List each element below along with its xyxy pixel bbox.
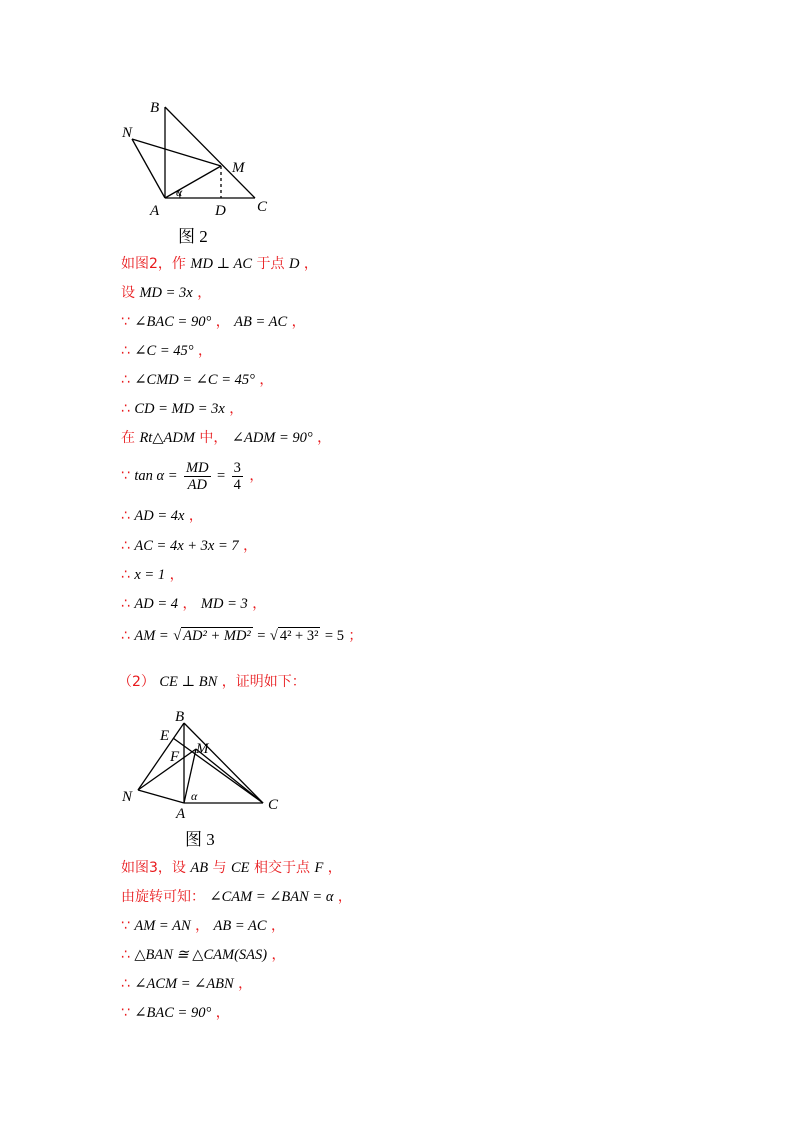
step-line: [121, 312, 306, 332]
step-math: AB: [190, 860, 209, 876]
step-punct: ，: [197, 343, 212, 359]
step-punct: ；: [348, 628, 363, 644]
label-a: A: [150, 203, 160, 219]
label-m: M: [232, 160, 245, 176]
because-symbol: ∵: [121, 468, 130, 484]
step-punct: ，: [249, 468, 264, 484]
therefore-symbol: ∴: [121, 596, 130, 612]
label-b: B: [175, 709, 185, 725]
step-math: D: [288, 256, 300, 272]
fraction-3-4: $\frac{3}{4}$: [233, 459, 241, 493]
step-punct: ，: [317, 430, 332, 446]
step-text: 中，: [199, 430, 228, 446]
step-math: AD = 4x: [134, 508, 185, 524]
step-line: [121, 1003, 230, 1023]
step-punct: ，: [291, 314, 306, 330]
step-line: [121, 594, 266, 614]
step-math: F: [314, 860, 324, 876]
step-text: （2）: [118, 674, 155, 690]
figure-2-caption: 图 2: [178, 227, 208, 246]
step-math: AB = AC: [213, 918, 267, 934]
step-math: ∠C = 45°: [134, 343, 194, 359]
step-text: 于点: [256, 256, 285, 272]
therefore-symbol: ∴: [121, 372, 130, 388]
label-c: C: [268, 797, 279, 813]
step-text: 在: [121, 430, 135, 446]
label-d: D: [215, 203, 226, 219]
fraction-md-ad: $\frac{MD}{AD}$: [186, 459, 209, 493]
step-line: [121, 428, 331, 448]
step-math: MD = 3x: [139, 285, 193, 301]
step-math: AM =: [134, 628, 169, 644]
because-symbol: ∵: [121, 918, 130, 934]
step-math: CE ⊥ BN: [159, 674, 218, 690]
step-punct: ，: [215, 1005, 230, 1021]
step-punct: ，: [229, 401, 244, 417]
step-punct: ，: [197, 285, 212, 301]
step-math: CE: [231, 860, 250, 876]
because-symbol: ∵: [121, 314, 130, 330]
step-line: [121, 341, 212, 361]
label-c: C: [257, 199, 268, 215]
therefore-symbol: ∴: [121, 628, 130, 644]
step-math: ∠CMD = ∠C = 45°: [134, 372, 255, 388]
step-math: MD = 3: [200, 596, 248, 612]
step-punct: ，: [188, 508, 203, 524]
step-punct: ，: [243, 538, 258, 554]
figure-3-diagram: [118, 705, 298, 825]
step-punct: ，: [169, 567, 184, 583]
step-punct: ，: [195, 918, 210, 934]
step-math: ∠BAC = 90°: [134, 314, 212, 330]
step-text: 与: [212, 860, 227, 876]
step-punct: ，: [271, 947, 286, 963]
step-math: MD ⊥ AC: [190, 256, 253, 272]
label-f: F: [170, 749, 180, 765]
step-text: 相交于点: [253, 860, 310, 876]
label-e: E: [160, 728, 170, 744]
step-line: [121, 565, 184, 585]
therefore-symbol: ∴: [121, 567, 130, 583]
step-math: ∠CAM = ∠BAN = α: [209, 889, 334, 905]
step-math: AD = 4: [134, 596, 178, 612]
step-line: ∴ AM = √ AD² + MD² = √ 4² + 3² = 5 ；: [121, 628, 363, 644]
step-math: ∠ADM = 90°: [231, 430, 313, 446]
step-text: 如图2，作: [121, 256, 186, 272]
label-alpha: α: [176, 185, 183, 199]
step-line: [121, 974, 252, 994]
step-line: [121, 887, 352, 907]
step-line: [121, 858, 342, 878]
therefore-symbol: ∴: [121, 976, 130, 992]
label-n: N: [122, 789, 133, 805]
step-math: ∠ACM = ∠ABN: [134, 976, 234, 992]
step-punct: ，: [271, 918, 285, 934]
figure-2-diagram: [110, 95, 290, 225]
label-a: A: [176, 806, 186, 822]
step-math: △BAN ≅ △CAM(SAS): [134, 947, 268, 963]
label-m: M: [196, 741, 209, 757]
step-line: [121, 254, 318, 274]
step-text: ，证明如下：: [221, 674, 306, 690]
therefore-symbol: ∴: [121, 538, 130, 554]
step-math: tan α =: [134, 468, 178, 484]
therefore-symbol: ∴: [121, 343, 130, 359]
step-line: [121, 283, 211, 303]
radical-expression: AD² + MD²: [183, 628, 251, 644]
step-punct: ，: [215, 314, 230, 330]
step-math: AB = AC: [234, 314, 288, 330]
step-punct: ，: [337, 889, 352, 905]
step-line: [121, 506, 203, 526]
radical-expression: 4² + 3²: [279, 628, 319, 644]
label-n: N: [122, 125, 133, 141]
therefore-symbol: ∴: [121, 947, 130, 963]
step-math: ∠BAC = 90°: [134, 1005, 212, 1021]
step-line: [121, 945, 286, 965]
step-punct: ，: [238, 976, 253, 992]
step-line: ∵ tan α = $\frac{MD}{AD}$ = $\frac{3}{4}$ ，: [121, 459, 264, 493]
step-line: [121, 536, 257, 556]
figure-3-caption: 图 3: [185, 830, 215, 849]
step-text: 由旋转可知：: [121, 889, 205, 905]
step-line: [121, 370, 273, 390]
step-punct: ，: [252, 596, 267, 612]
step-text: 设: [121, 285, 135, 301]
step-punct: ，: [303, 256, 318, 272]
step-math: x = 1: [134, 567, 166, 583]
therefore-symbol: ∴: [121, 508, 130, 524]
step-line: [121, 399, 243, 419]
step-punct: ，: [327, 860, 342, 876]
step-math: Rt△ADM: [139, 430, 195, 446]
step-punct: ，: [182, 596, 197, 612]
part-2-heading: [118, 672, 306, 692]
step-punct: ，: [259, 372, 274, 388]
therefore-symbol: ∴: [121, 401, 130, 417]
label-alpha: α: [191, 789, 198, 803]
step-text: 如图3，设: [121, 860, 186, 876]
step-line: [121, 916, 285, 936]
step-math: CD = MD = 3x: [134, 401, 225, 417]
label-b: B: [150, 100, 160, 116]
because-symbol: ∵: [121, 1005, 130, 1021]
step-math: = 5: [324, 628, 344, 644]
step-math: AM = AN: [134, 918, 191, 934]
step-math: AC = 4x + 3x = 7: [134, 538, 239, 554]
